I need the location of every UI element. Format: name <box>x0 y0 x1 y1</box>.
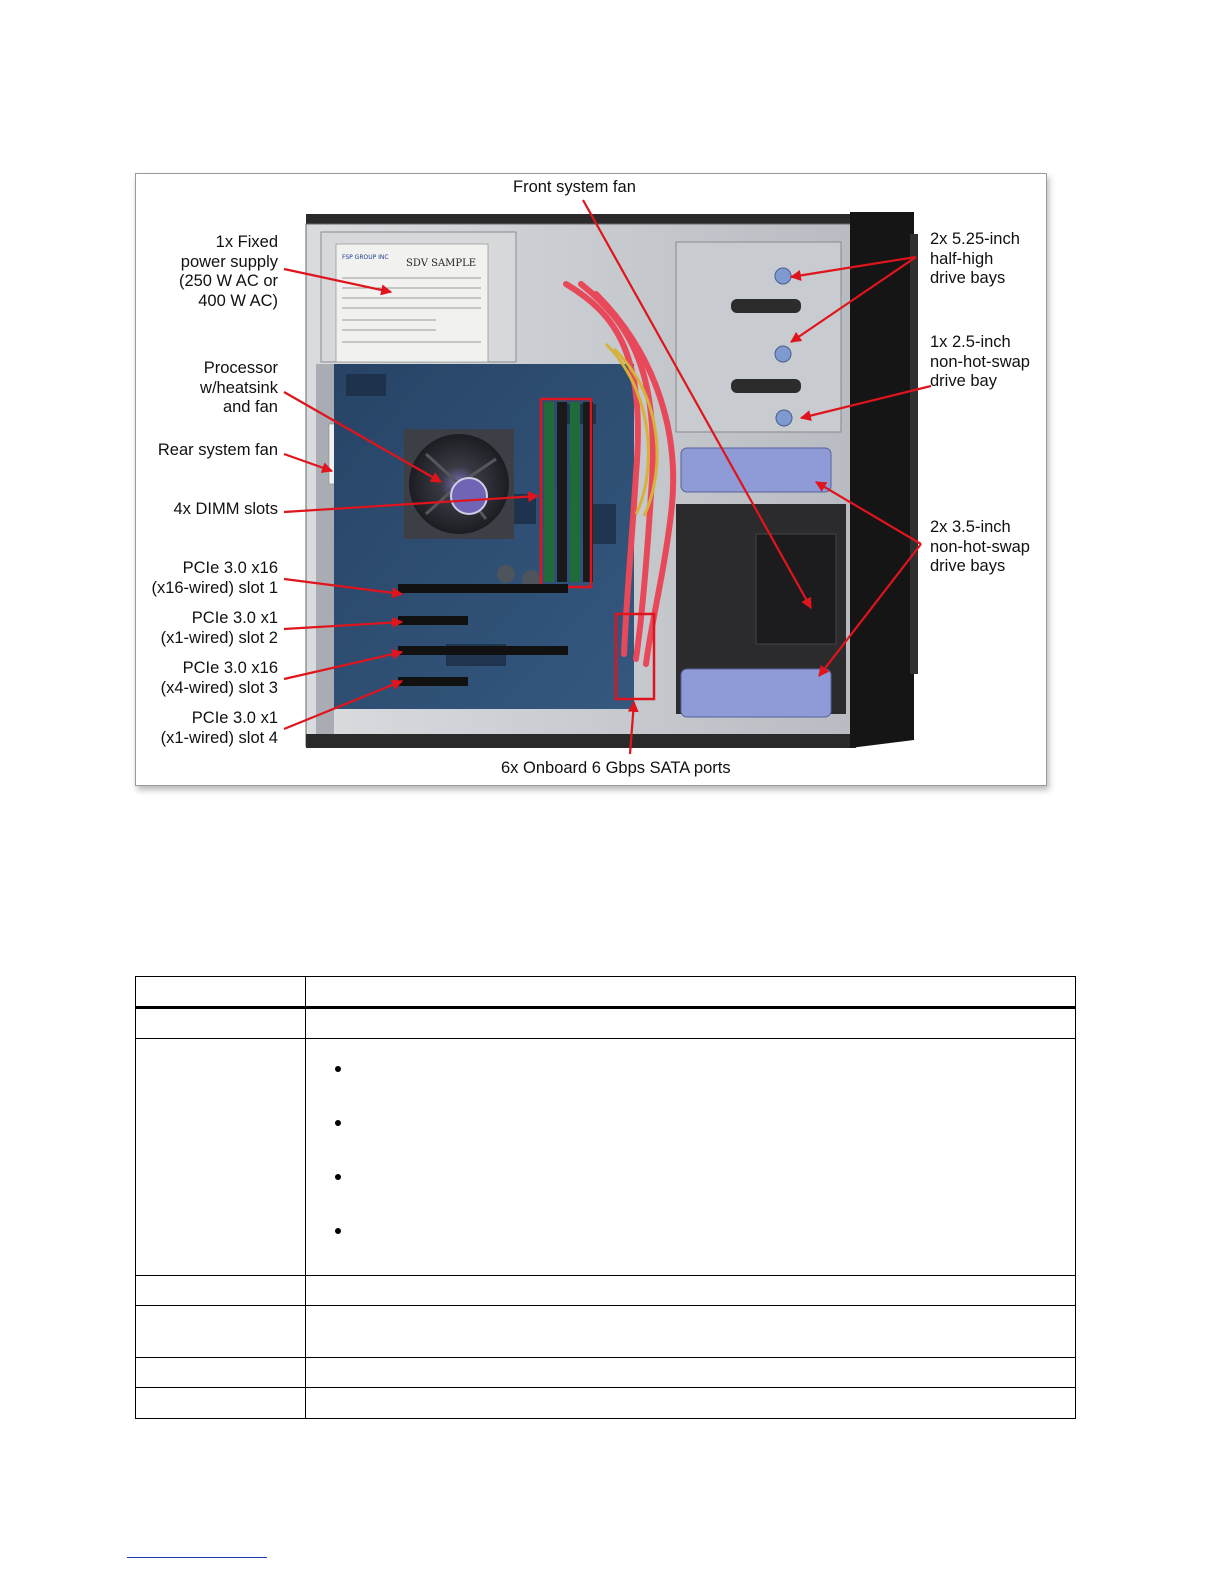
callout-pcie-slot-2: PCIe 3.0 x1 (x1-wired) slot 2 <box>160 609 278 647</box>
server-internal-view-figure <box>135 173 1047 786</box>
list-item <box>346 1059 1075 1113</box>
fan-hub <box>451 478 487 514</box>
callout-pcie-slot-4: PCIe 3.0 x1 (x1-wired) slot 4 <box>160 709 278 747</box>
table-cell <box>306 1388 1076 1419</box>
specification-table <box>135 976 1076 1419</box>
callout-pcie-slot-1: PCIe 3.0 x16 (x16-wired) slot 1 <box>151 559 278 597</box>
drive-tray-lower <box>681 669 831 717</box>
optical-bay-cage <box>676 242 841 432</box>
table-row <box>136 1388 1076 1419</box>
callout-front-system-fan: Front system fan <box>513 178 636 196</box>
table-header-cell <box>136 977 306 1008</box>
callout-power-supply: 1x Fixed power supply (250 W AC or 400 W AC) <box>178 233 278 310</box>
callout-525-drive-bays: 2x 5.25-inch half-high drive bays <box>930 230 1020 287</box>
table-row <box>136 1358 1076 1388</box>
table-cell <box>136 1388 306 1419</box>
table-row <box>136 1008 1076 1039</box>
table-cell <box>306 1358 1076 1388</box>
table-cell <box>306 1306 1076 1358</box>
bezel-edge <box>910 234 918 674</box>
callout-rear-system-fan: Rear system fan <box>157 441 278 459</box>
table-cell <box>136 1039 306 1276</box>
table-cell <box>306 1276 1076 1306</box>
callout-sata-ports: 6x Onboard 6 Gbps SATA ports <box>501 759 731 777</box>
chassis-bottom-edge <box>306 734 856 748</box>
list-item <box>346 1113 1075 1167</box>
front-fan-housing <box>756 534 836 644</box>
front-bezel <box>850 212 914 748</box>
table-cell <box>136 1306 306 1358</box>
bullet-list <box>306 1059 1075 1275</box>
psu-sample-text: SDV SAMPLE <box>406 258 477 269</box>
callout-35-drive-bays: 2x 3.5-inch non-hot-swap drive bays <box>930 518 1030 575</box>
table-cell <box>136 1358 306 1388</box>
callout-pcie-slot-3: PCIe 3.0 x16 (x4-wired) slot 3 <box>160 659 278 697</box>
table-row <box>136 1276 1076 1306</box>
table-cell <box>306 1039 1076 1276</box>
table-header-row <box>136 977 1076 1008</box>
table-row <box>136 1039 1076 1276</box>
list-item <box>346 1167 1075 1221</box>
callout-processor: Processor w/heatsink and fan <box>200 359 278 416</box>
drive-tray-upper <box>681 448 831 492</box>
table-header-cell <box>306 977 1076 1008</box>
callout-25-drive-bay: 1x 2.5-inch non-hot-swap drive bay <box>930 333 1030 390</box>
table-cell <box>306 1008 1076 1039</box>
footer-link-underline[interactable] <box>127 1557 267 1558</box>
callout-dimm-slots: 4x DIMM slots <box>173 500 278 518</box>
table-row <box>136 1306 1076 1358</box>
table-cell <box>136 1008 306 1039</box>
list-item <box>346 1221 1075 1275</box>
table-cell <box>136 1276 306 1306</box>
psu-brand-text: FSP GROUP INC <box>342 254 389 261</box>
